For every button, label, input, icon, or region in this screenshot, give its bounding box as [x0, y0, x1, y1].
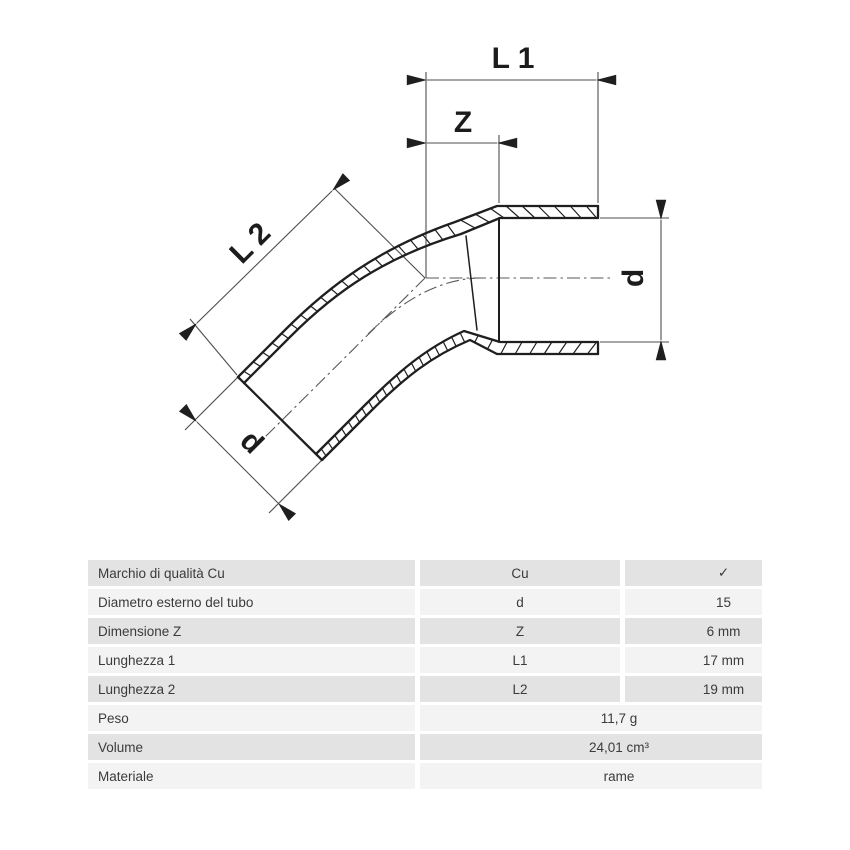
spec-label: Marchio di qualità Cu: [88, 560, 415, 586]
hatch-rung: [263, 352, 270, 357]
spec-label: Peso: [88, 705, 415, 731]
hatch-rung: [452, 337, 457, 346]
hatch-rung: [475, 335, 479, 342]
hatch-rung: [410, 240, 418, 249]
hatch-rung: [501, 342, 507, 354]
spec-value: 24,01 cm³: [420, 734, 762, 760]
extension-line-l2-upper: [334, 188, 425, 278]
spec-value: 11,7 g: [420, 705, 762, 731]
hatch-rung: [427, 352, 431, 361]
hatch-rung: [369, 401, 373, 409]
tube-upper-outer-edge: [238, 206, 598, 377]
tube-lower-inner-edge: [316, 331, 598, 454]
hatch-rung: [538, 206, 550, 218]
hatch-rung: [397, 375, 401, 383]
dimension-line-l2: [197, 191, 332, 323]
hatch-rung: [328, 442, 333, 449]
hatch-rung: [348, 422, 353, 429]
spec-label: Lunghezza 2: [88, 676, 415, 702]
dim-label-l2: L 2: [223, 216, 278, 271]
hatch-rung: [530, 342, 537, 354]
hatch-rung: [382, 388, 386, 396]
hatch-rung: [419, 357, 423, 365]
spec-label: Dimensione Z: [88, 618, 415, 644]
hatch-rung: [301, 315, 308, 320]
hatch-rung: [375, 395, 379, 403]
table-row: [88, 705, 762, 731]
hatch-rung: [404, 369, 408, 377]
table-row: [88, 676, 762, 702]
spec-label: Diametro esterno del tubo: [88, 589, 415, 615]
hatch-rung: [544, 342, 552, 354]
hatch-rung: [291, 324, 298, 329]
spec-label: Materiale: [88, 763, 415, 789]
hatch-rung: [435, 229, 443, 239]
hatch-rung: [355, 415, 360, 422]
dim-label-d-socket: d: [617, 268, 650, 288]
hatch-rung: [335, 435, 340, 442]
spec-symbol: Z: [420, 618, 620, 644]
centerline-bend-arc: [368, 278, 482, 334]
hatch-rung: [587, 342, 596, 354]
fitting-outline: [238, 206, 598, 460]
dim-label-z: Z: [453, 106, 473, 139]
hatch-rung: [554, 206, 566, 218]
spec-label: Volume: [88, 734, 415, 760]
hatch-rung: [342, 281, 349, 287]
hatch-rung: [559, 342, 567, 354]
hatch-rung: [272, 343, 279, 348]
hatch-rung: [375, 259, 382, 267]
hatch-rung: [460, 333, 465, 343]
spec-value: 17 mm: [625, 647, 762, 673]
spec-symbol: L2: [420, 676, 620, 702]
hatch-rung: [244, 371, 251, 376]
hatch-rung: [490, 208, 504, 218]
spec-value: 6 mm: [625, 618, 762, 644]
spec-symbol: Cu: [420, 560, 620, 586]
spec-value: rame: [420, 763, 762, 789]
dimension-labels: [223, 42, 650, 460]
centerline-diagonal: [250, 278, 425, 452]
hatch-rung: [389, 382, 393, 390]
dim-label-l1: L 1: [491, 42, 535, 75]
hatch-rung: [411, 363, 415, 371]
hatch-rung: [387, 252, 395, 260]
table-row: [88, 763, 762, 789]
table-row: [88, 734, 762, 760]
hatch-rung: [573, 342, 582, 354]
table-row: [88, 560, 762, 586]
hatch-rung: [362, 408, 367, 415]
tube-lower-outer-edge: [322, 340, 598, 460]
hatch-rung: [475, 214, 489, 222]
hatch-rung: [522, 206, 535, 218]
spec-symbol: d: [420, 589, 620, 615]
extension-line-l2-lower: [190, 319, 237, 375]
hatch-rung: [321, 297, 328, 303]
dim-label-d-tube: d: [233, 424, 270, 461]
extension-line-d-tube-upper: [185, 377, 238, 430]
spec-label: Lunghezza 1: [88, 647, 415, 673]
hatch-rung: [281, 334, 288, 339]
spec-value: ✓: [625, 560, 762, 586]
hatch-rung: [321, 449, 326, 456]
spec-symbol: L1: [420, 647, 620, 673]
hatch-rung: [435, 346, 440, 355]
hatch-rung: [364, 266, 371, 273]
table-row: [88, 589, 762, 615]
hatch-rung: [570, 206, 581, 218]
hatch-rung: [342, 428, 347, 435]
hatch-rung: [515, 342, 522, 354]
spec-value: 15: [625, 589, 762, 615]
cone-silhouette-line: [466, 236, 477, 330]
hatch-rung: [331, 289, 338, 295]
hatch-rung: [506, 206, 519, 218]
table-row: [88, 647, 762, 673]
centerlines: [250, 278, 612, 452]
tube-upper-inner-edge: [244, 218, 598, 383]
hatch-rung: [253, 362, 260, 367]
hatch-rung: [311, 306, 318, 311]
extension-line-d-tube-lower: [269, 460, 322, 513]
table-row: [88, 618, 762, 644]
spec-value: 19 mm: [625, 676, 762, 702]
hatch-rung: [443, 342, 448, 351]
hatch-rung: [586, 206, 596, 218]
hatch-rung: [460, 220, 475, 228]
hatch-rung: [447, 225, 455, 236]
hatch-rung: [353, 273, 360, 280]
hatch-rung: [487, 340, 492, 349]
spec-table: [88, 560, 762, 792]
